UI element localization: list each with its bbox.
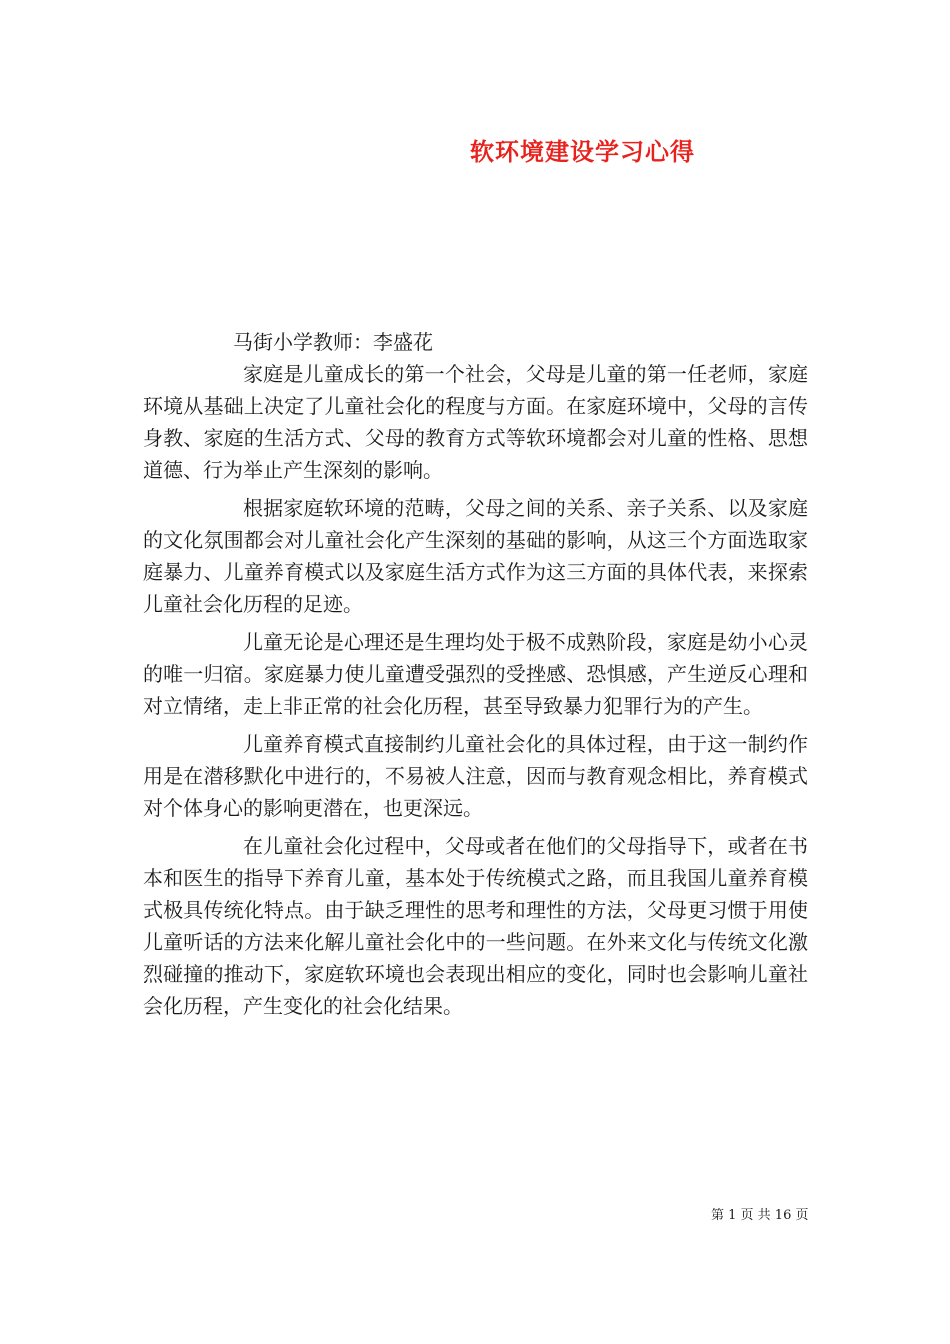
paragraph: 儿童养育模式直接制约儿童社会化的具体过程，由于这一制约作用是在潜移默化中进行的，不易被人注意，因而与教育观念相比，养育模式对个体身心的影响更潜在，也更深远。 [143, 732, 808, 820]
page-number-footer: 第 1 页 共 16 页 [711, 1208, 809, 1223]
body-text [143, 358, 808, 1028]
paragraph: 根据家庭软环境的范畴，父母之间的关系、亲子关系、以及家庭的文化氛围都会对儿童社会化产生深刻的基础的影响，从这三个方面选取家庭暴力、儿童养育模式以及家庭生活方式作为这三方面的具体代表，来探索儿童社会化历程的足迹。 [143, 496, 808, 616]
paragraph: 家庭是儿童成长的第一个社会，父母是儿童的第一任老师，家庭环境从基础上决定了儿童社会化的程度与方面。在家庭环境中，父母的言传身教、家庭的生活方式、父母的教育方式等软环境都会对儿童的性格、思想道德、行为举止产生深刻的影响。 [143, 362, 808, 482]
paragraph: 儿童无论是心理还是生理均处于极不成熟阶段，家庭是幼小心灵的唯一归宿。家庭暴力使儿童遭受强烈的受挫感、恐惧感，产生逆反心理和对立情绪，走上非正常的社会化历程，甚至导致暴力犯罪行为的产生。 [143, 630, 808, 718]
paragraph: 在儿童社会化过程中，父母或者在他们的父母指导下，或者在书本和医生的指导下养育儿童，基本处于传统模式之路，而且我国儿童养育模式极具传统化特点。由于缺乏理性的思考和理性的方法，父母更习惯于用使儿童听话的方法来化解儿童社会化中的一些问题。在外来文化与传统文化激烈碰撞的推动下，家庭软环境也会表现出相应的变化，同时也会影响儿童社会化历程，产生变化的社会化结果。 [143, 834, 808, 1018]
page-title: 软环境建设学习心得 [470, 137, 695, 166]
author-line: 马街小学教师：李盛花 [233, 330, 433, 354]
